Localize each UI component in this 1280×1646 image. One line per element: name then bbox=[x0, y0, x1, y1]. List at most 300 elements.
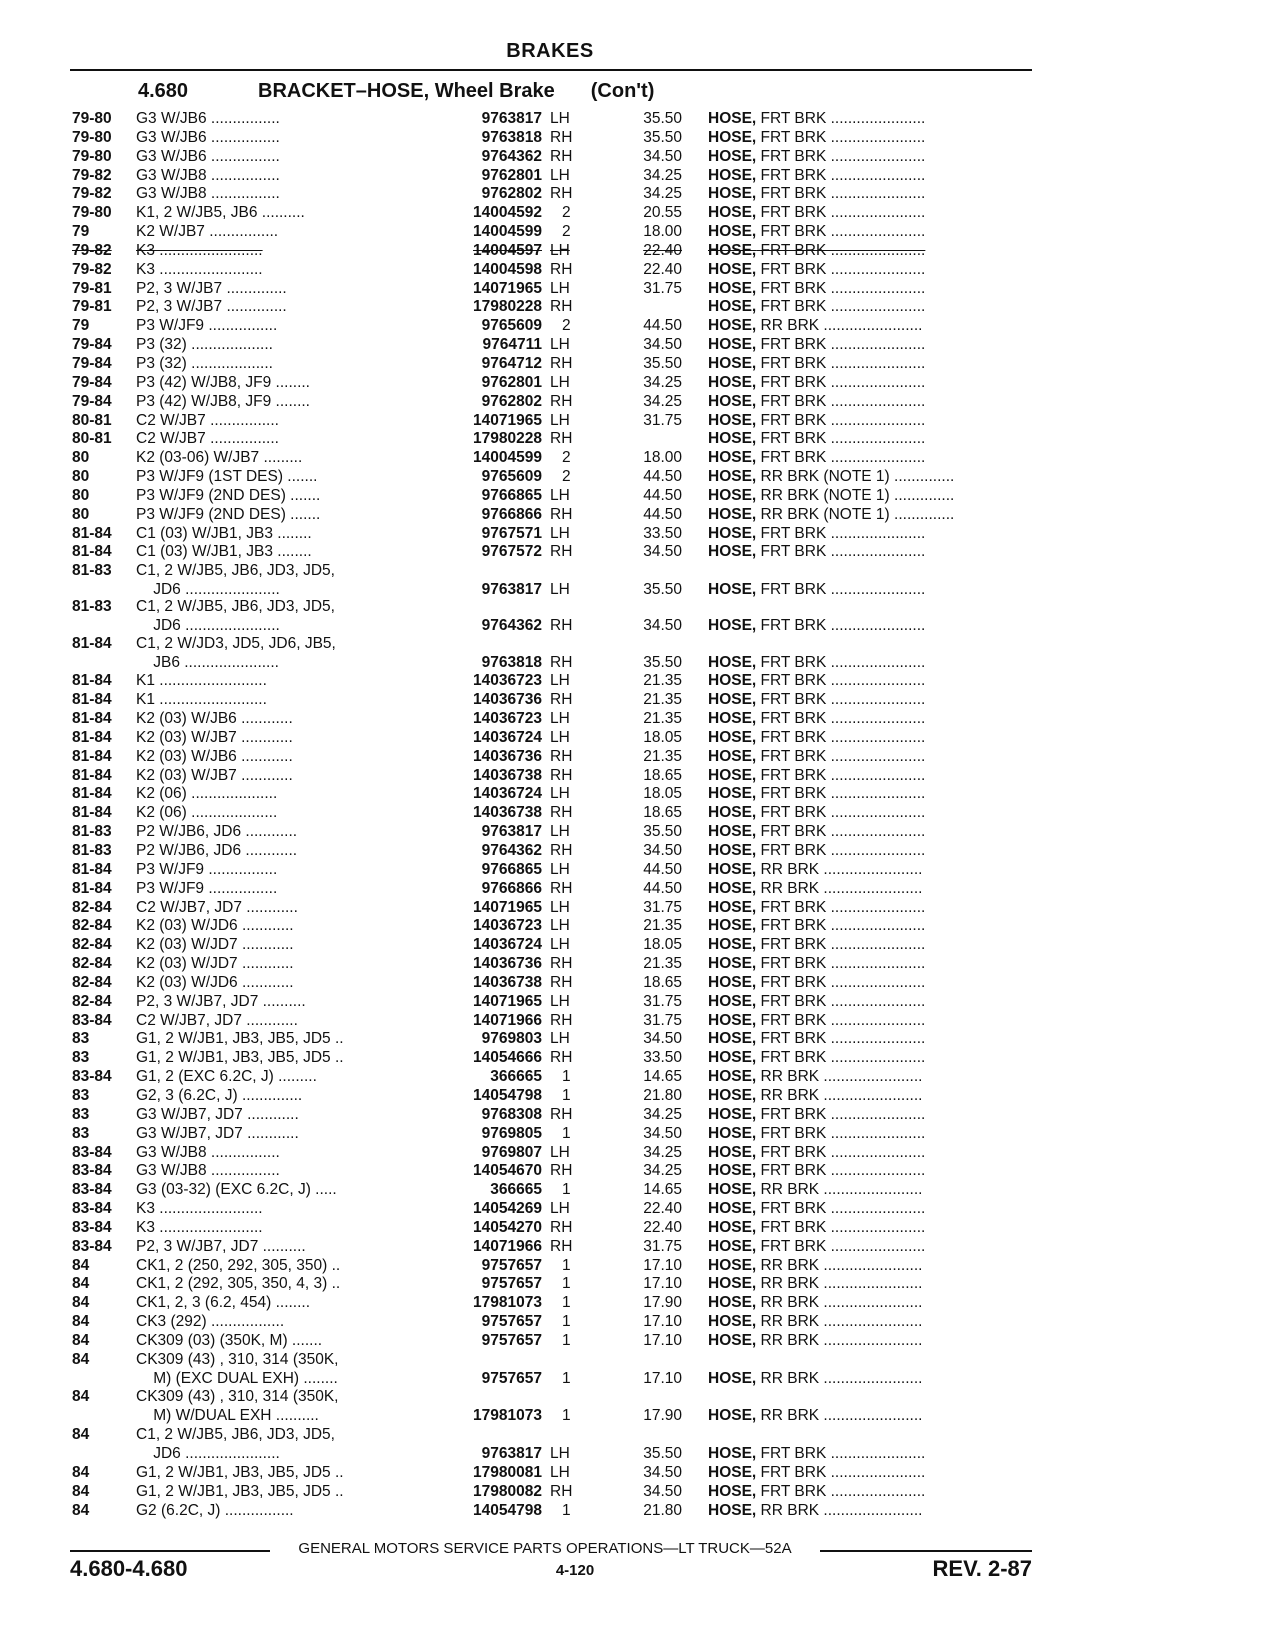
price: 35.50 bbox=[643, 354, 682, 372]
description bbox=[708, 430, 925, 449]
description bbox=[708, 242, 925, 261]
price: 34.25 bbox=[643, 166, 682, 184]
application: G3 W/JB6 ................ bbox=[136, 110, 280, 127]
application: P3 W/JF9 (1ST DES) ....... bbox=[136, 468, 318, 486]
description bbox=[708, 955, 925, 974]
quantity: LH bbox=[550, 917, 570, 935]
price: 21.80 bbox=[643, 1086, 682, 1104]
quantity: LH bbox=[550, 1445, 570, 1462]
quantity: LH bbox=[550, 672, 570, 690]
price: 35.50 bbox=[643, 823, 682, 841]
price: 31.75 bbox=[643, 992, 682, 1010]
table-row bbox=[72, 1426, 1032, 1445]
table-row bbox=[72, 562, 1032, 581]
quantity: 1 bbox=[562, 1331, 571, 1349]
quantity: RH bbox=[550, 1105, 573, 1123]
application: C2 W/JB7, JD7 ............ bbox=[136, 1011, 298, 1029]
description-detail: FRT BRK ...................... bbox=[756, 728, 926, 746]
model-years: 80 bbox=[72, 486, 90, 504]
description-noun: HOSE, bbox=[708, 581, 757, 599]
price: 22.40 bbox=[643, 1218, 682, 1236]
part-number: 14071965 bbox=[473, 279, 542, 297]
part-number: 9764712 bbox=[481, 354, 542, 372]
description-noun: HOSE, bbox=[708, 766, 757, 784]
description bbox=[708, 1502, 922, 1521]
description-noun: HOSE, bbox=[708, 317, 757, 335]
description bbox=[708, 974, 925, 993]
description bbox=[708, 412, 925, 431]
price: 21.35 bbox=[643, 672, 682, 690]
price: 34.25 bbox=[643, 373, 682, 391]
description-noun: HOSE, bbox=[708, 955, 757, 973]
price: 34.50 bbox=[643, 842, 682, 859]
table-row bbox=[72, 1068, 1032, 1087]
description-noun: HOSE, bbox=[708, 1181, 757, 1199]
description-detail: RR BRK ....................... bbox=[756, 317, 923, 335]
part-number: 17980228 bbox=[473, 298, 542, 316]
table-row bbox=[72, 672, 1032, 691]
description-noun: HOSE, bbox=[708, 505, 757, 523]
quantity: 1 bbox=[562, 1369, 571, 1387]
part-number: 14071966 bbox=[473, 1011, 542, 1029]
table-row bbox=[72, 1106, 1032, 1125]
model-years: 79-80 bbox=[72, 204, 112, 222]
application: JD6 ...................... bbox=[136, 581, 280, 599]
description-noun: HOSE, bbox=[708, 430, 757, 448]
description bbox=[708, 204, 925, 223]
description bbox=[708, 374, 925, 393]
description-noun: HOSE, bbox=[708, 992, 757, 1010]
description bbox=[708, 223, 925, 242]
application: G1, 2 (EXC 6.2C, J) ......... bbox=[136, 1068, 317, 1086]
description-noun: HOSE, bbox=[708, 617, 757, 635]
description bbox=[708, 1294, 922, 1313]
quantity: LH bbox=[550, 411, 570, 429]
quantity: RH bbox=[550, 1049, 573, 1067]
table-row bbox=[72, 336, 1032, 355]
part-number: 9768308 bbox=[481, 1105, 542, 1123]
part-number: 14071965 bbox=[473, 411, 542, 429]
page-number: 4-120 bbox=[555, 1562, 595, 1579]
part-number: 14054270 bbox=[473, 1218, 542, 1236]
description-noun: HOSE, bbox=[708, 1068, 757, 1086]
model-years: 81-84 bbox=[72, 691, 112, 709]
price: 44.50 bbox=[643, 505, 682, 523]
description-detail: RR BRK ....................... bbox=[756, 1501, 923, 1519]
part-number: 14036724 bbox=[473, 785, 542, 803]
model-years: 79-81 bbox=[72, 298, 112, 316]
application: G1, 2 W/JB1, JB3, JB5, JD5 .. bbox=[136, 1463, 344, 1481]
application: C1 (03) W/JB1, JB3 ........ bbox=[136, 524, 312, 542]
description-detail: FRT BRK ...................... bbox=[756, 672, 926, 690]
quantity: RH bbox=[550, 973, 573, 991]
description bbox=[708, 823, 925, 842]
price: 35.50 bbox=[643, 110, 682, 127]
price: 22.40 bbox=[643, 260, 682, 278]
price: 18.65 bbox=[643, 804, 682, 822]
price: 14.65 bbox=[643, 1068, 682, 1086]
table-row bbox=[72, 917, 1032, 936]
description bbox=[708, 1483, 925, 1502]
table-row bbox=[72, 1351, 1032, 1370]
quantity: 1 bbox=[562, 1294, 571, 1312]
application: P3 W/JF9 ................ bbox=[136, 317, 278, 335]
description bbox=[708, 298, 925, 317]
description bbox=[708, 280, 925, 299]
part-number: 14004597 bbox=[473, 241, 542, 259]
table-row bbox=[72, 1144, 1032, 1163]
application: P2, 3 W/JB7, JD7 .......... bbox=[136, 1237, 306, 1255]
quantity: RH bbox=[550, 147, 573, 165]
quantity: 2 bbox=[562, 223, 571, 241]
part-number: 14071965 bbox=[473, 992, 542, 1010]
quantity: 1 bbox=[562, 1501, 571, 1519]
price: 17.10 bbox=[643, 1369, 682, 1387]
price: 21.35 bbox=[643, 691, 682, 709]
application: CK1, 2 (250, 292, 305, 350) .. bbox=[136, 1256, 341, 1274]
description bbox=[708, 729, 925, 748]
application: G3 W/JB8 ................ bbox=[136, 185, 280, 203]
application: G3 (03-32) (EXC 6.2C, J) ..... bbox=[136, 1181, 337, 1199]
price: 33.50 bbox=[643, 1049, 682, 1067]
quantity: LH bbox=[550, 1030, 570, 1048]
model-years: 80 bbox=[72, 449, 90, 467]
page-title: BRAKES bbox=[506, 40, 594, 62]
description-detail: FRT BRK ...................... bbox=[756, 1124, 926, 1142]
model-years: 81-83 bbox=[72, 598, 112, 616]
description-detail: FRT BRK ...................... bbox=[756, 373, 926, 391]
part-number: 9765609 bbox=[481, 468, 542, 486]
model-years: 81-84 bbox=[72, 728, 112, 746]
quantity: RH bbox=[550, 543, 573, 561]
description-noun: HOSE, bbox=[708, 672, 757, 690]
table-row bbox=[72, 729, 1032, 748]
description-detail: FRT BRK ...................... bbox=[756, 524, 926, 542]
description-noun: HOSE, bbox=[708, 1294, 757, 1312]
part-number: 14004599 bbox=[473, 223, 542, 241]
model-years: 82-84 bbox=[72, 917, 112, 935]
price: 34.25 bbox=[643, 392, 682, 410]
description-detail: FRT BRK ...................... bbox=[756, 354, 926, 372]
application: P3 W/JF9 (2ND DES) ....... bbox=[136, 505, 321, 523]
part-number: 14054798 bbox=[473, 1086, 542, 1104]
price: 17.10 bbox=[643, 1256, 682, 1274]
price: 35.50 bbox=[643, 653, 682, 671]
description-noun: HOSE, bbox=[708, 298, 757, 316]
model-years: 83-84 bbox=[72, 1068, 112, 1086]
model-years: 81-84 bbox=[72, 785, 112, 803]
part-number: 9757657 bbox=[481, 1331, 542, 1349]
application: C1, 2 W/JB5, JB6, JD3, JD5, bbox=[136, 1426, 335, 1444]
description-noun: HOSE, bbox=[708, 1275, 757, 1293]
description-noun: HOSE, bbox=[708, 354, 757, 372]
footer-rule-left bbox=[70, 1550, 270, 1552]
model-years: 79-84 bbox=[72, 354, 112, 372]
table-row bbox=[72, 1181, 1032, 1200]
model-years: 83-84 bbox=[72, 1143, 112, 1161]
description-noun: HOSE, bbox=[708, 1086, 757, 1104]
description bbox=[708, 1068, 922, 1087]
description bbox=[708, 148, 925, 167]
part-number: 14071965 bbox=[473, 898, 542, 916]
description-detail: FRT BRK ...................... bbox=[756, 1105, 926, 1123]
part-number: 14036736 bbox=[473, 955, 542, 973]
table-row bbox=[72, 1407, 1032, 1426]
price: 21.35 bbox=[643, 710, 682, 728]
description-noun: HOSE, bbox=[708, 185, 757, 203]
description-noun: HOSE, bbox=[708, 204, 757, 222]
description-detail: FRT BRK ...................... bbox=[756, 973, 926, 991]
part-number: 17981073 bbox=[473, 1407, 542, 1425]
application: C2 W/JB7 ................ bbox=[136, 411, 279, 429]
quantity: 2 bbox=[562, 449, 571, 467]
model-years: 79-82 bbox=[72, 166, 112, 184]
description-noun: HOSE, bbox=[708, 392, 757, 410]
model-years: 83 bbox=[72, 1124, 90, 1142]
part-number: 9762801 bbox=[481, 373, 542, 391]
quantity: RH bbox=[550, 185, 573, 203]
application: P3 W/JF9 ................ bbox=[136, 879, 278, 897]
section-title: BRACKET–HOSE, Wheel Brake bbox=[258, 80, 555, 102]
description-noun: HOSE, bbox=[708, 1445, 757, 1462]
model-years: 81-84 bbox=[72, 766, 112, 784]
model-years: 84 bbox=[72, 1275, 90, 1293]
description bbox=[708, 506, 954, 525]
table-row bbox=[72, 748, 1032, 767]
part-number: 9766865 bbox=[481, 486, 542, 504]
description bbox=[708, 936, 925, 955]
price: 18.00 bbox=[643, 223, 682, 241]
part-number: 9757657 bbox=[481, 1256, 542, 1274]
application: C1, 2 W/JD3, JD5, JD6, JB5, bbox=[136, 634, 336, 652]
model-years: 81-84 bbox=[72, 879, 112, 897]
part-number: 14054670 bbox=[473, 1162, 542, 1180]
table-row bbox=[72, 1502, 1032, 1521]
application: K2 (03) W/JD6 ............ bbox=[136, 973, 294, 991]
table-row bbox=[72, 1162, 1032, 1181]
description-noun: HOSE, bbox=[708, 1313, 757, 1331]
model-years: 84 bbox=[72, 1482, 90, 1500]
description bbox=[708, 393, 925, 412]
model-years: 82-84 bbox=[72, 992, 112, 1010]
description-detail: FRT BRK ...................... bbox=[756, 185, 926, 203]
description-detail: FRT BRK ...................... bbox=[756, 898, 926, 916]
application: C1, 2 W/JB5, JB6, JD3, JD5, bbox=[136, 562, 335, 580]
description-detail: FRT BRK ...................... bbox=[756, 166, 926, 184]
application: G1, 2 W/JB1, JB3, JB5, JD5 .. bbox=[136, 1482, 344, 1500]
application: P3 (42) W/JB8, JF9 ........ bbox=[136, 373, 310, 391]
part-number: 9762802 bbox=[481, 185, 542, 203]
application: CK309 (03) (350K, M) ....... bbox=[136, 1331, 323, 1349]
description-detail: FRT BRK ...................... bbox=[756, 1200, 926, 1218]
quantity: RH bbox=[550, 1011, 573, 1029]
description bbox=[708, 1275, 922, 1294]
price: 35.50 bbox=[643, 581, 682, 599]
quantity: RH bbox=[550, 1237, 573, 1255]
description-noun: HOSE, bbox=[708, 653, 757, 671]
part-number: 17981073 bbox=[473, 1294, 542, 1312]
price: 33.50 bbox=[643, 524, 682, 542]
quantity: 1 bbox=[562, 1313, 571, 1331]
part-number: 9757657 bbox=[481, 1369, 542, 1387]
table-row bbox=[72, 993, 1032, 1012]
model-years: 82-84 bbox=[72, 936, 112, 954]
price: 35.50 bbox=[643, 128, 682, 146]
part-number: 9766866 bbox=[481, 879, 542, 897]
price: 17.10 bbox=[643, 1331, 682, 1349]
description-detail: FRT BRK ...................... bbox=[756, 955, 926, 973]
quantity: RH bbox=[550, 505, 573, 523]
description-noun: HOSE, bbox=[708, 860, 757, 878]
application: G3 W/JB8 ................ bbox=[136, 1162, 280, 1180]
description bbox=[708, 804, 925, 823]
part-number: 14036738 bbox=[473, 973, 542, 991]
application: P3 (42) W/JB8, JF9 ........ bbox=[136, 392, 310, 410]
description-detail: FRT BRK ...................... bbox=[756, 1482, 926, 1500]
quantity: 1 bbox=[562, 1275, 571, 1293]
part-number: 14036736 bbox=[473, 747, 542, 765]
price: 34.50 bbox=[643, 1463, 682, 1481]
model-years: 82-84 bbox=[72, 955, 112, 973]
description-detail: RR BRK ....................... bbox=[756, 1294, 923, 1312]
parts-table bbox=[72, 110, 1032, 1520]
model-years: 81-84 bbox=[72, 860, 112, 878]
description bbox=[708, 767, 925, 786]
description-noun: HOSE, bbox=[708, 1011, 757, 1029]
price: 18.00 bbox=[643, 449, 682, 467]
quantity: LH bbox=[550, 1200, 570, 1218]
price: 31.75 bbox=[643, 1237, 682, 1255]
table-row bbox=[72, 525, 1032, 544]
price: 18.05 bbox=[643, 936, 682, 954]
model-years: 81-84 bbox=[72, 672, 112, 690]
model-years: 83-84 bbox=[72, 1181, 112, 1199]
price: 34.50 bbox=[643, 147, 682, 165]
table-row bbox=[72, 861, 1032, 880]
application: CK1, 2, 3 (6.2, 454) ........ bbox=[136, 1294, 311, 1312]
description-noun: HOSE, bbox=[708, 1200, 757, 1218]
model-years: 83 bbox=[72, 1086, 90, 1104]
part-number: 14004592 bbox=[473, 204, 542, 222]
part-number: 9763818 bbox=[481, 128, 542, 146]
table-row bbox=[72, 1464, 1032, 1483]
description bbox=[708, 185, 925, 204]
table-row bbox=[72, 1049, 1032, 1068]
part-number: 14036724 bbox=[473, 936, 542, 954]
description-noun: HOSE, bbox=[708, 1463, 757, 1481]
description bbox=[708, 785, 925, 804]
model-years: 83-84 bbox=[72, 1011, 112, 1029]
quantity: 1 bbox=[562, 1086, 571, 1104]
part-number: 366665 bbox=[490, 1181, 542, 1199]
quantity: LH bbox=[550, 110, 570, 127]
quantity: RH bbox=[550, 128, 573, 146]
quantity: RH bbox=[550, 691, 573, 709]
description-noun: HOSE, bbox=[708, 166, 757, 184]
application: P2 W/JB6, JD6 ............ bbox=[136, 842, 298, 859]
table-row bbox=[72, 1257, 1032, 1276]
application: P3 (32) ................... bbox=[136, 336, 273, 354]
quantity: RH bbox=[550, 1482, 573, 1500]
price: 18.05 bbox=[643, 785, 682, 803]
description-detail: FRT BRK ...................... bbox=[756, 766, 926, 784]
table-row bbox=[72, 823, 1032, 842]
table-row bbox=[72, 936, 1032, 955]
table-row bbox=[72, 543, 1032, 562]
model-years: 79-82 bbox=[72, 185, 112, 203]
application: G1, 2 W/JB1, JB3, JB5, JD5 .. bbox=[136, 1030, 344, 1048]
description-detail: FRT BRK ...................... bbox=[756, 1237, 926, 1255]
quantity: LH bbox=[550, 710, 570, 728]
description bbox=[708, 1030, 925, 1049]
footer-publisher: GENERAL MOTORS SERVICE PARTS OPERATIONS—LT TRUCK—52A bbox=[298, 1540, 792, 1557]
description-noun: HOSE, bbox=[708, 468, 757, 486]
description bbox=[708, 842, 925, 861]
application: K1, 2 W/JB5, JB6 .......... bbox=[136, 204, 305, 222]
description-detail: FRT BRK ...................... bbox=[756, 260, 926, 278]
table-row bbox=[72, 129, 1032, 148]
quantity: LH bbox=[550, 860, 570, 878]
application: JD6 ...................... bbox=[136, 617, 280, 635]
description-noun: HOSE, bbox=[708, 728, 757, 746]
description-detail: FRT BRK ...................... bbox=[756, 1011, 926, 1029]
application: K3 ........................ bbox=[136, 260, 263, 278]
table-row bbox=[72, 1445, 1032, 1464]
quantity: LH bbox=[550, 1463, 570, 1481]
table-row bbox=[72, 487, 1032, 506]
price: 34.25 bbox=[643, 1143, 682, 1161]
model-years: 79-84 bbox=[72, 373, 112, 391]
application: G3 W/JB7, JD7 ............ bbox=[136, 1105, 299, 1123]
price: 14.65 bbox=[643, 1181, 682, 1199]
table-row bbox=[72, 298, 1032, 317]
application: JB6 ...................... bbox=[136, 653, 279, 671]
table-row bbox=[72, 1483, 1032, 1502]
application: P2 W/JB6, JD6 ............ bbox=[136, 823, 298, 841]
description-detail: FRT BRK ...................... bbox=[756, 392, 926, 410]
model-years: 80 bbox=[72, 468, 90, 486]
description-detail: RR BRK ....................... bbox=[756, 1407, 923, 1425]
table-row bbox=[72, 1238, 1032, 1257]
price: 18.05 bbox=[643, 728, 682, 746]
description-noun: HOSE, bbox=[708, 917, 757, 935]
price: 44.50 bbox=[643, 860, 682, 878]
table-row bbox=[72, 767, 1032, 786]
description bbox=[708, 261, 925, 280]
description-noun: HOSE, bbox=[708, 1331, 757, 1349]
application: G2, 3 (6.2C, J) .............. bbox=[136, 1086, 303, 1104]
description-detail: RR BRK ....................... bbox=[756, 1313, 923, 1331]
quantity: LH bbox=[550, 1143, 570, 1161]
table-row bbox=[72, 974, 1032, 993]
part-number: 9764362 bbox=[481, 147, 542, 165]
description bbox=[708, 1200, 925, 1219]
section-continued: (Con't) bbox=[590, 80, 655, 102]
model-years: 79-84 bbox=[72, 336, 112, 354]
price: 17.90 bbox=[643, 1407, 682, 1425]
table-row bbox=[72, 261, 1032, 280]
application: CK309 (43) , 310, 314 (350K, bbox=[136, 1350, 339, 1368]
description-detail: RR BRK ....................... bbox=[756, 1275, 923, 1293]
application: K1 ......................... bbox=[136, 672, 267, 690]
price: 22.40 bbox=[643, 1200, 682, 1218]
description-detail: FRT BRK ...................... bbox=[756, 411, 926, 429]
description bbox=[708, 336, 925, 355]
table-row bbox=[72, 110, 1032, 129]
table-row bbox=[72, 785, 1032, 804]
table-row bbox=[72, 899, 1032, 918]
part-number: 9766865 bbox=[481, 860, 542, 878]
